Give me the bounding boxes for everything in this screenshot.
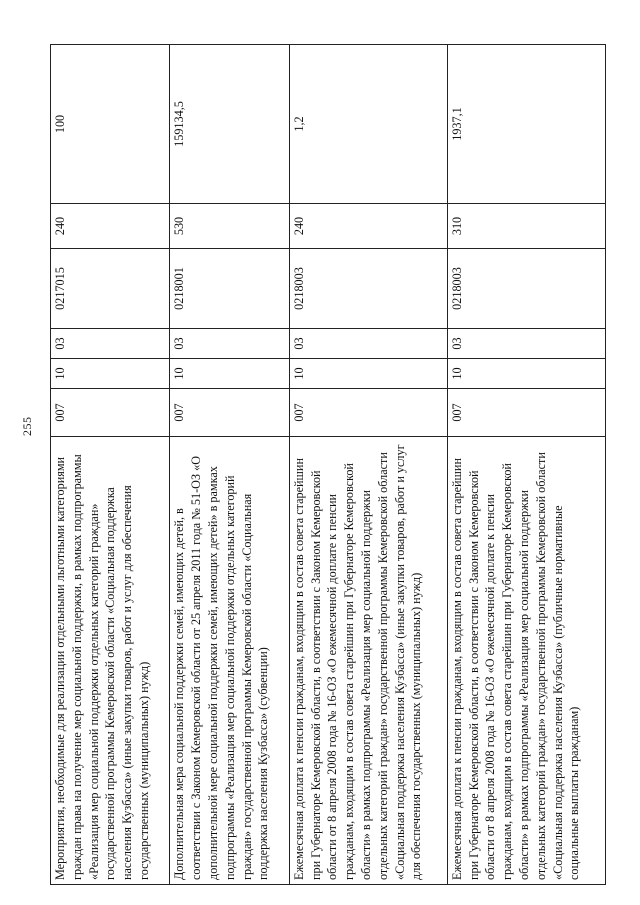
row-subsection-code: 03	[289, 329, 447, 359]
row-expense-type-code: 240	[289, 204, 447, 249]
row-expense-type-code: 310	[447, 204, 605, 249]
row-section-code: 10	[170, 359, 289, 389]
row-subsection-code: 03	[51, 329, 170, 359]
row-target-item-code: 0218003	[289, 249, 447, 329]
row-amount: 159134,5	[170, 45, 289, 204]
row-department-code: 007	[447, 389, 605, 437]
row-target-item-code: 0218001	[170, 249, 289, 329]
row-subsection-code: 03	[447, 329, 605, 359]
row-section-code: 10	[289, 359, 447, 389]
row-description: Ежемесячная доплата к пенсии гражданам, входящим в состав совета старейшин при Губернаторе Кемеровской области, в соответствии с Законом Кемеровской области от 8 апреля 2008 года № 16-ОЗ «О ежемесячной доплате к пенсии гражданам, входящим в состав совета старейшин при Губернаторе Кемеровской области» в рамках подпрограммы «Реализация мер социальной поддержки отдельных категорий граждан» государственной программы Кемеровской области «Социальная поддержка населения Кузбасса» (иные закупки товаров, работ и услуг для обеспечения государственных (муниципальных) нужд)	[289, 437, 447, 885]
budget-table	[50, 44, 606, 885]
row-department-code: 007	[289, 389, 447, 437]
row-description: Мероприятия, необходимые для реализации отдельными льготными категориями граждан права на получение мер социальной поддержки, в рамках подпрограммы «Реализация мер социальной поддержки отдельных категорий граждан» государственной программы Кемеровской области «Социальная поддержка населения Кузбасса» (иные закупки товаров, работ и услуг для обеспечения государственных (муниципальных) нужд)	[51, 437, 170, 885]
row-expense-type-code: 240	[51, 204, 170, 249]
row-department-code: 007	[51, 389, 170, 437]
row-amount: 100	[51, 45, 170, 204]
row-amount: 1,2	[289, 45, 447, 204]
row-description: Дополнительная мера социальной поддержки семей, имеющих детей, в соответствии с Законом Кемеровской области от 25 апреля 2011 года № 51-ОЗ «О дополнительной мере социальной поддержки семей, имеющих детей» в рамках подпрограммы «Реализация мер социальной поддержки отдельных категорий граждан» государственной программы Кемеровской области «Социальная поддержка населения Кузбасса» (субвенции)	[170, 437, 289, 885]
table-row	[170, 45, 289, 885]
row-target-item-code: 0218003	[447, 249, 605, 329]
row-section-code: 10	[447, 359, 605, 389]
row-expense-type-code: 530	[170, 204, 289, 249]
table-row	[447, 45, 605, 885]
row-section-code: 10	[51, 359, 170, 389]
table-row	[289, 45, 447, 885]
row-amount: 1937,1	[447, 45, 605, 204]
row-department-code: 007	[170, 389, 289, 437]
rotated-page-content	[50, 45, 606, 885]
row-description: Ежемесячная доплата к пенсии гражданам, входящим в состав совета старейшин при Губернаторе Кемеровской области, в соответствии с Законом Кемеровской области от 8 апреля 2008 года № 16-ОЗ «О ежемесячной доплате к пенсии гражданам, входящим в состав совета старейшин при Губернаторе Кемеровской области» в рамках подпрограммы «Реализация мер социальной поддержки отдельных категорий граждан» государственной программы Кемеровской области «Социальная поддержка населения Кузбасса» (публичные нормативные социальные выплаты гражданам)	[447, 437, 605, 885]
row-target-item-code: 0217015	[51, 249, 170, 329]
table-row	[51, 45, 170, 885]
page-number: 255	[20, 416, 34, 436]
row-subsection-code: 03	[170, 329, 289, 359]
